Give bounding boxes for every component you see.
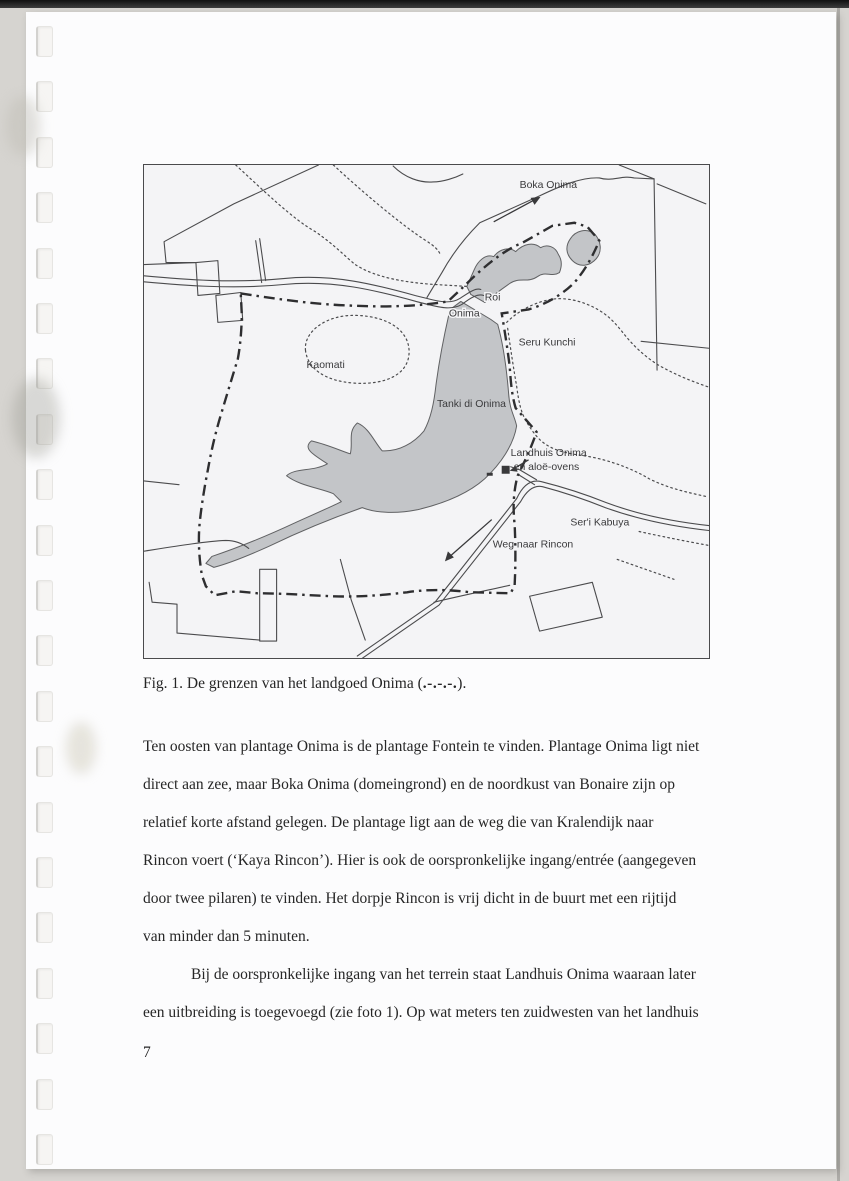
contour-dotted-north <box>333 165 440 254</box>
binding-hole <box>36 525 53 556</box>
parcel-rect-1 <box>196 261 220 296</box>
map-label-weg-naar-rincon: Weg naar Rincon <box>492 539 574 551</box>
binding-hole <box>36 746 53 777</box>
document-page <box>26 12 836 1169</box>
road-kaya-rincon-2 <box>361 486 709 658</box>
parcel-quad-bottomright <box>530 582 603 631</box>
road-old-upper <box>144 276 481 302</box>
binding-hole <box>36 81 53 112</box>
parcel-rect-2 <box>216 292 243 322</box>
body-line: een uitbreiding is toegevoegd (zie foto 1). Op wat meters ten zuidwesten van het landhuis <box>143 1004 699 1021</box>
map-label-roi: Roi <box>484 292 501 304</box>
lake-tanki-di-onima <box>206 301 517 567</box>
binding-hole <box>36 580 53 611</box>
line-right-diagonal <box>657 184 706 204</box>
line-top-right-corner <box>619 165 654 179</box>
binding-hole <box>36 1134 53 1165</box>
boundary-symbol: .-.-.-. <box>422 675 458 692</box>
map-label-landhuis-line1: Landhuis Onima <box>510 447 587 459</box>
road-spur-landhuis-2 <box>519 475 535 485</box>
binding-hole <box>36 1023 53 1054</box>
contour-dotted-southeast-2 <box>617 559 674 579</box>
body-line: relatief korte afstand gelegen. De plantage ligt aan de weg die van Kralendijk naar <box>143 814 654 831</box>
map-label-seru-kunchi: Seru Kunchi <box>518 337 576 349</box>
map-label-landhuis-line2: en aloë-ovens <box>513 461 580 473</box>
map-label-onima: Onima <box>448 308 480 320</box>
binding-hole <box>36 192 53 223</box>
binding-hole <box>36 912 53 943</box>
body-line: van minder dan 5 minuten. <box>143 928 310 945</box>
body-line: direct aan zee, maar Boka Onima (domeingrond) en de noordkust van Bonaire zijn op <box>143 776 675 793</box>
body-line: Bij de oorspronkelijke ingang van het terrein staat Landhuis Onima waaraan later <box>191 966 696 983</box>
onima-estate-map <box>144 165 709 658</box>
contour-dotted-northwest <box>236 165 469 287</box>
parcel-line-northwest <box>164 165 318 263</box>
weg-naar-rincon-arrowhead <box>445 551 454 561</box>
figure-caption-prefix: Fig. 1. De grenzen van het landgoed Onima ( <box>143 675 423 692</box>
binding-hole <box>36 137 53 168</box>
binding-hole <box>36 691 53 722</box>
binding-hole <box>36 802 53 833</box>
binding-hole <box>36 469 53 500</box>
terrain-hook-north <box>393 166 463 182</box>
scanner-edge-strip <box>0 0 849 8</box>
body-line: Rincon voert (‘Kaya Rincon’). Hier is ook de oorspronkelijke ingang/entrée (aangegeven <box>143 852 697 869</box>
page-edge-shadow <box>837 8 840 1181</box>
map-label-boka-onima: Boka Onima <box>519 179 578 191</box>
binding-hole <box>36 303 53 334</box>
line-right-vertical <box>654 179 657 370</box>
line-right-branch <box>641 341 709 348</box>
lake-north-lobe <box>467 244 561 302</box>
body-line: Ten oosten van plantage Onima is de plantage Fontein te vinden. Plantage Onima ligt niet <box>143 738 700 755</box>
page-number: 7 <box>143 1044 151 1061</box>
figure-caption <box>143 675 466 693</box>
binding-hole <box>36 635 53 666</box>
line-bottom-diagonal <box>340 559 365 640</box>
figure-caption-suffix: ). <box>457 675 467 692</box>
binding-hole <box>36 248 53 279</box>
aloe-oven-mark <box>487 473 493 476</box>
map-label-tanki-di-onima: Tanki di Onima <box>436 399 506 411</box>
binding-hole <box>36 857 53 888</box>
kaomati-contour <box>305 315 409 383</box>
binding-hole <box>36 1079 53 1110</box>
figure-1-map <box>143 164 710 659</box>
binding-hole <box>36 26 53 57</box>
binding-hole <box>36 968 53 999</box>
line-west-short <box>144 481 179 485</box>
parcel-strip-bottomleft <box>260 569 277 641</box>
map-label-kaomati: Kaomati <box>306 360 345 372</box>
binding-hole <box>36 358 53 389</box>
map-label-seri-kabuya: Ser'i Kabuya <box>570 517 630 529</box>
landhuis-onima-building <box>502 466 510 474</box>
terrain-line-northeast <box>427 177 654 297</box>
body-text <box>143 728 733 1032</box>
boka-onima-arrow <box>494 200 535 222</box>
binding-hole <box>36 414 53 445</box>
body-line: door twee pilaren) te vinden. Het dorpje Rincon is vrij dicht in de buurt met een rijtijd <box>143 890 677 907</box>
contour-dotted-southeast-1 <box>639 532 709 546</box>
